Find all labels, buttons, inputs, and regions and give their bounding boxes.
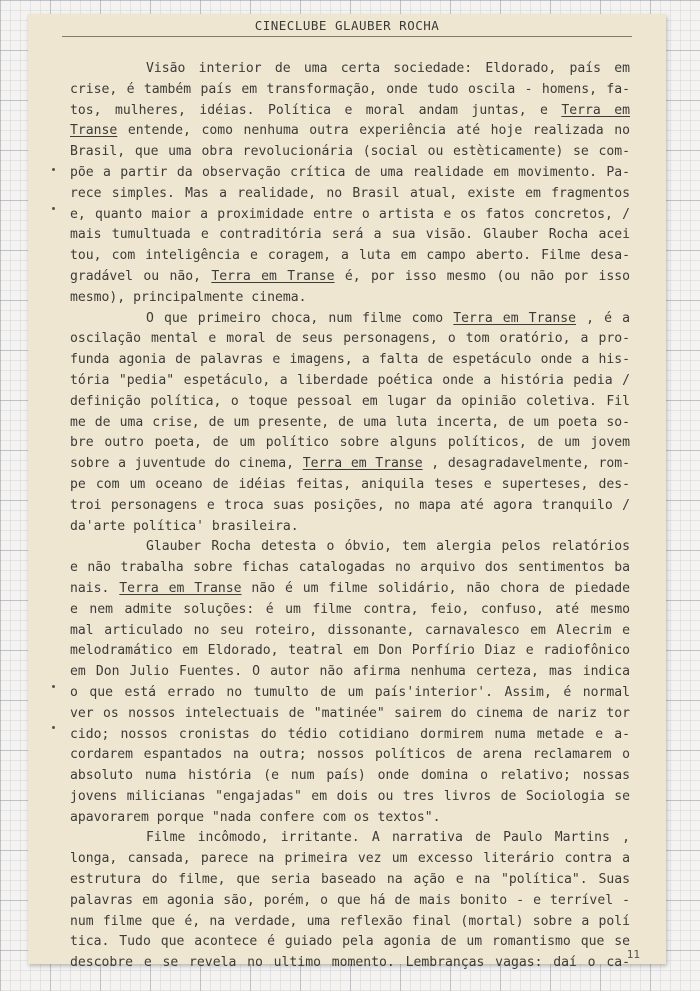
text-segment: cido; nossos cronistas do tédio cotidiano dormirem numa metade e a- xyxy=(70,726,630,742)
text-line xyxy=(70,475,630,496)
text-segment: não é um filme solidário, não chora de piedade xyxy=(251,580,630,596)
text-segment: sobre a juventude do cinema, xyxy=(70,456,303,472)
text-segment: estrutura do filme, que seria baseado na ação e na "política". Suas xyxy=(70,872,630,888)
text-line xyxy=(70,932,630,953)
text-segment: cordarem espantados na outra; nossos políticos de arena reclamarem o xyxy=(70,747,630,763)
text-segment: põe a partir da observação crítica de uma realidade em movimento. Pa- xyxy=(70,164,630,180)
text-segment: me de uma crise, de um presente, de uma luta incerta, de um poeta so- xyxy=(70,414,630,430)
text-segment: melodramático em Eldorado, teatral em Don Porfírio Diaz e radiofônico xyxy=(70,643,630,659)
text-line xyxy=(70,80,630,101)
text-segment: absoluto numa história (e num país) onde domina o relativo; nossas xyxy=(70,768,630,784)
margin-mark xyxy=(52,685,55,688)
text-segment: mesmo), principalmente cinema. xyxy=(70,289,307,305)
text-line xyxy=(70,891,630,912)
text-segment: e não trabalha sobre fichas catalogadas no arquivo dos sentimentos ba xyxy=(70,560,630,576)
text-segment: definição política, o toque pessoal em lugar da opinião coletiva. Fil xyxy=(70,393,630,409)
text-line xyxy=(70,163,630,184)
text-segment: descobre e se revela no ultimo momento. Lembranças vagas: daí o ca- xyxy=(70,955,630,971)
text-line xyxy=(70,787,630,808)
text-line xyxy=(70,828,630,849)
text-segment: Filme incômodo, irritante. A narrativa de Paulo Martins , xyxy=(146,830,630,846)
text-line xyxy=(70,205,630,226)
text-line xyxy=(70,433,630,454)
text-segment: tica. Tudo que acontece é guiado pela agonia de um romantismo que se xyxy=(70,934,630,950)
film-title-underlined: Terra em Transe xyxy=(119,580,242,596)
text-line xyxy=(70,246,630,267)
text-segment: longa, cansada, parece na primeira vez um excesso literário contra a xyxy=(70,851,630,867)
text-segment: palavras em agonia são, porém, o que há de mais bonito - e terrível - xyxy=(70,892,630,908)
film-title-underlined: Terra em xyxy=(561,102,630,118)
film-title-underlined: Transe xyxy=(70,123,118,139)
text-line xyxy=(70,101,630,122)
typewritten-page xyxy=(28,14,666,971)
text-segment: rece simples. Mas a realidade, no Brasil atual, existe em fragmentos xyxy=(70,185,630,201)
text-line xyxy=(70,496,630,517)
text-line xyxy=(70,704,630,725)
text-line xyxy=(70,454,630,475)
text-segment: e, quanto maior a proximidade entre o artista e os fatos concretos, / xyxy=(70,206,630,222)
margin-mark xyxy=(52,726,55,729)
text-line xyxy=(70,537,630,558)
text-segment: tos, mulheres, idéias. Política e moral andam juntas, e xyxy=(70,102,562,118)
text-line xyxy=(70,849,630,870)
text-line xyxy=(70,371,630,392)
text-segment: Brasil, que uma obra revolucionária (social ou estèticamente) se com- xyxy=(70,144,630,160)
text-segment: é, por isso mesmo (ou não por isso xyxy=(344,268,630,284)
text-segment: tória "pedia" espetáculo, a liberdade poética onde a história pedia / xyxy=(70,372,630,388)
text-line xyxy=(70,641,630,662)
text-segment: Visão interior de uma certa sociedade: Eldorado, país em xyxy=(146,61,630,76)
text-line xyxy=(70,683,630,704)
text-segment: jovens milicianas "engajadas" em dois ou tres livros de Sociologia se xyxy=(70,788,630,804)
text-segment: o que está errado no tumulto de um país'interior'. Assim, é normal xyxy=(70,684,630,700)
text-segment: e nem admite soluções: é um filme contra, feio, confuso, até mesmo xyxy=(70,601,630,617)
text-line xyxy=(70,621,630,642)
text-segment: apavorarem porque "nada confere com os textos". xyxy=(70,809,441,825)
text-segment: bre outro poeta, de um político sobre alguns políticos, de um jovem xyxy=(70,435,630,451)
title-rule xyxy=(62,36,632,37)
text-line xyxy=(70,953,630,974)
text-segment: crise, é também país em transformação, onde tudo oscila - homens, fa- xyxy=(70,81,630,97)
text-line xyxy=(70,142,630,163)
margin-mark xyxy=(52,168,55,171)
text-line xyxy=(70,267,630,288)
text-segment: ver os nossos intelectuais de "matinée" sairem do cinema de nariz tor xyxy=(70,705,630,721)
text-line xyxy=(70,59,630,80)
text-segment: , desagradavelmente, rom- xyxy=(431,456,630,472)
text-line xyxy=(70,808,630,829)
text-segment: mais tumultuada e contraditória será a sua visão. Glauber Rocha acei xyxy=(70,227,630,243)
text-line xyxy=(70,309,630,330)
text-line xyxy=(70,912,630,933)
text-line xyxy=(70,725,630,746)
text-line xyxy=(70,600,630,621)
text-line xyxy=(70,517,630,538)
page-number: 11 xyxy=(626,948,640,961)
text-line xyxy=(70,121,630,142)
text-segment: nais. xyxy=(70,580,120,596)
text-segment: troi personagens e troca suas posições, no mapa até agora tranquilo / xyxy=(70,497,630,513)
text-segment: entende, como nenhuma outra experiência até hoje realizada no xyxy=(127,123,630,139)
text-segment: oscilação mental e moral de seus personagens, o tom oratório, a pro- xyxy=(70,331,630,347)
text-segment: , é a xyxy=(586,310,630,326)
page-title: CINECLUBE GLAUBER ROCHA xyxy=(254,18,440,33)
text-line xyxy=(70,413,630,434)
film-title-underlined: Terra em Transe xyxy=(302,456,423,472)
text-line xyxy=(70,766,630,787)
text-line xyxy=(70,662,630,683)
text-line xyxy=(70,184,630,205)
text-line xyxy=(70,558,630,579)
text-line xyxy=(70,870,630,891)
text-line xyxy=(70,350,630,371)
text-segment: tou, com inteligência e coragem, a luta em campo aberto. Filme desa- xyxy=(70,248,630,264)
text-line xyxy=(70,579,630,600)
text-segment: O que primeiro choca, num filme como xyxy=(146,310,454,326)
text-line xyxy=(70,329,630,350)
body-text xyxy=(70,59,630,974)
text-segment: da'arte política' brasileira. xyxy=(70,518,299,534)
text-segment: num filme que é, na verdade, uma reflexão final (mortal) sobre a polí xyxy=(70,913,630,929)
text-segment: gradável ou não, xyxy=(70,268,212,284)
film-title-underlined: Terra em Transe xyxy=(211,268,335,284)
text-line xyxy=(70,288,630,309)
text-segment: pe com um oceano de idéias feitas, aniquila teses e superteses, des- xyxy=(70,476,630,492)
text-segment: funda agonia de palavras e imagens, a falta de espetáculo onde a his- xyxy=(70,352,630,368)
margin-mark xyxy=(52,207,55,210)
text-segment: mal articulado no seu roteiro, dissonante, carnavalesco em Alecrim e xyxy=(70,622,630,638)
text-line xyxy=(70,392,630,413)
film-title-underlined: Terra em Transe xyxy=(453,310,576,326)
text-segment: Glauber Rocha detesta o óbvio, tem alergia pelos relatórios xyxy=(146,539,630,555)
text-line xyxy=(70,745,630,766)
text-segment: em Don Julio Fuentes. O autor não afirma nenhuma certeza, mas indica xyxy=(70,664,630,680)
text-line xyxy=(70,225,630,246)
